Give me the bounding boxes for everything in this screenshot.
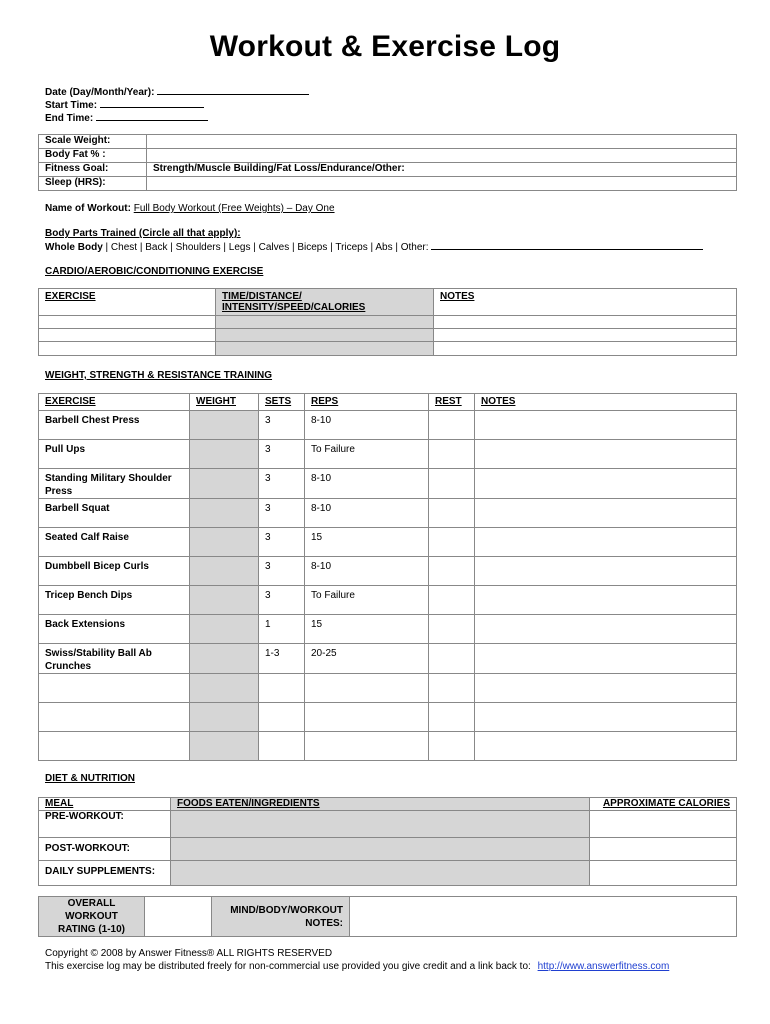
diet-col-foods: FOODS EATEN/INGREDIENTS xyxy=(171,798,590,811)
mind-body-notes-field[interactable] xyxy=(350,897,737,937)
strength-col-rest: REST xyxy=(429,394,475,411)
cardio-col-notes: NOTES xyxy=(434,289,737,316)
license-row xyxy=(45,961,669,972)
notes-cell[interactable] xyxy=(475,557,737,586)
supplements-calories[interactable] xyxy=(590,861,737,886)
rating-line1: OVERALL xyxy=(67,898,116,909)
stats-row xyxy=(39,135,737,149)
body-parts-options[interactable] xyxy=(45,240,703,253)
table-row xyxy=(39,499,737,528)
table-row xyxy=(39,469,737,499)
cardio-time-cell[interactable] xyxy=(216,329,434,342)
page-title: Workout & Exercise Log xyxy=(209,30,561,63)
cardio-col-time-line1: TIME/DISTANCE/ xyxy=(222,291,302,302)
start-time-field[interactable] xyxy=(45,98,204,111)
notes-line1: MIND/BODY/WORKOUT xyxy=(230,904,343,916)
cardio-notes-cell[interactable] xyxy=(434,342,737,356)
cardio-col-time-line2: INTENSITY/SPEED/CALORIES xyxy=(222,302,366,313)
weight-cell[interactable] xyxy=(190,469,259,499)
workout-name-label: Name of Workout: xyxy=(45,203,131,214)
rest-cell[interactable] xyxy=(429,703,475,732)
reps-cell[interactable] xyxy=(305,674,429,703)
rest-cell[interactable] xyxy=(429,674,475,703)
cardio-time-cell[interactable] xyxy=(216,316,434,329)
cardio-exercise-cell[interactable] xyxy=(39,329,216,342)
rest-cell[interactable] xyxy=(429,732,475,761)
weight-cell[interactable] xyxy=(190,644,259,674)
sets-cell[interactable] xyxy=(259,732,305,761)
notes-cell[interactable] xyxy=(475,615,737,644)
rating-table xyxy=(38,896,737,937)
strength-body xyxy=(39,411,737,761)
weight-cell[interactable] xyxy=(190,557,259,586)
notes-cell[interactable] xyxy=(475,732,737,761)
answerfitness-link[interactable]: http://www.answerfitness.com xyxy=(537,961,670,972)
post-workout-foods[interactable] xyxy=(171,838,590,861)
sets-cell[interactable]: 3 xyxy=(259,469,305,499)
exercise-cell[interactable]: Dumbbell Bicep Curls xyxy=(39,557,190,586)
cardio-notes-cell[interactable] xyxy=(434,316,737,329)
weight-cell[interactable] xyxy=(190,703,259,732)
table-row xyxy=(39,703,737,732)
reps-cell[interactable] xyxy=(305,703,429,732)
weight-cell[interactable] xyxy=(190,411,259,440)
cardio-notes-cell[interactable] xyxy=(434,329,737,342)
weight-cell[interactable] xyxy=(190,586,259,615)
cardio-exercise-cell[interactable] xyxy=(39,342,216,356)
weight-cell[interactable] xyxy=(190,732,259,761)
cardio-table xyxy=(38,288,737,356)
cardio-row xyxy=(39,316,737,329)
reps-cell[interactable]: 20-25 xyxy=(305,644,429,674)
reps-cell[interactable]: To Failure xyxy=(305,586,429,615)
cardio-header-row xyxy=(39,289,737,316)
end-time-label: End Time: xyxy=(45,113,94,124)
rest-cell[interactable] xyxy=(429,411,475,440)
rating-line3: RATING (1-10) xyxy=(57,924,126,935)
sets-cell[interactable]: 3 xyxy=(259,499,305,528)
start-time-label: Start Time: xyxy=(45,100,98,111)
cardio-col-time xyxy=(216,289,434,316)
table-row xyxy=(39,586,737,615)
mind-body-notes-label xyxy=(212,897,350,937)
fitness-goal-field[interactable]: Strength/Muscle Building/Fat Loss/Endurance/Other: xyxy=(147,163,737,177)
cardio-heading: CARDIO/AEROBIC/CONDITIONING EXERCISE xyxy=(45,266,264,277)
strength-table xyxy=(38,393,737,761)
rating-line2: WORKOUT xyxy=(65,911,118,922)
overall-rating-label xyxy=(39,897,145,937)
table-row xyxy=(39,411,737,440)
body-parts-label: Body Parts Trained (Circle all that apply): xyxy=(45,228,241,239)
notes-cell[interactable] xyxy=(475,644,737,674)
supplements-foods[interactable] xyxy=(171,861,590,886)
reps-cell[interactable]: 15 xyxy=(305,615,429,644)
copyright-text: Copyright © 2008 by Answer Fitness® ALL RIGHTS RESERVED xyxy=(45,948,333,959)
exercise-cell[interactable] xyxy=(39,703,190,732)
diet-header-row xyxy=(39,798,737,811)
license-text: This exercise log may be distributed freely for non-commercial use provided you give credit and a link back to: xyxy=(45,961,531,972)
cardio-col-exercise: EXERCISE xyxy=(39,289,216,316)
stats-table xyxy=(38,134,737,191)
sets-cell[interactable]: 3 xyxy=(259,528,305,557)
sets-cell[interactable]: 1 xyxy=(259,615,305,644)
diet-row-pre xyxy=(39,811,737,838)
cardio-time-cell[interactable] xyxy=(216,342,434,356)
reps-cell[interactable]: To Failure xyxy=(305,440,429,469)
diet-heading: DIET & NUTRITION xyxy=(45,773,135,784)
strength-col-exercise: EXERCISE xyxy=(39,394,190,411)
post-workout-calories[interactable] xyxy=(590,838,737,861)
table-row xyxy=(39,732,737,761)
notes-cell[interactable] xyxy=(475,440,737,469)
sleep-field[interactable] xyxy=(147,177,737,191)
reps-cell[interactable]: 8-10 xyxy=(305,469,429,499)
rest-cell[interactable] xyxy=(429,440,475,469)
weight-cell[interactable] xyxy=(190,615,259,644)
reps-cell[interactable]: 8-10 xyxy=(305,499,429,528)
table-row xyxy=(39,440,737,469)
overall-rating-field[interactable] xyxy=(145,897,212,937)
exercise-cell[interactable]: Tricep Bench Dips xyxy=(39,586,190,615)
date-field[interactable] xyxy=(45,85,309,98)
notes-cell[interactable] xyxy=(475,411,737,440)
rest-cell[interactable] xyxy=(429,557,475,586)
end-time-field[interactable] xyxy=(45,111,208,124)
pre-workout-label: PRE-WORKOUT: xyxy=(39,811,171,838)
workout-name-value[interactable]: Full Body Workout (Free Weights) – Day One xyxy=(133,203,335,214)
strength-col-notes: NOTES xyxy=(475,394,737,411)
body-fat-label: Body Fat % : xyxy=(39,149,147,163)
exercise-cell[interactable]: Seated Calf Raise xyxy=(39,528,190,557)
sleep-label: Sleep (HRS): xyxy=(39,177,147,191)
stats-row xyxy=(39,149,737,163)
table-row xyxy=(39,557,737,586)
rest-cell[interactable] xyxy=(429,586,475,615)
cardio-row xyxy=(39,329,737,342)
cardio-row xyxy=(39,342,737,356)
rest-cell[interactable] xyxy=(429,644,475,674)
body-part-list[interactable]: | Chest | Back | Shoulders | Legs | Calves | Biceps | Triceps | Abs | Other: xyxy=(102,242,429,253)
reps-cell[interactable]: 15 xyxy=(305,528,429,557)
pre-workout-calories[interactable] xyxy=(590,811,737,838)
cardio-exercise-cell[interactable] xyxy=(39,316,216,329)
strength-header-row xyxy=(39,394,737,411)
exercise-cell[interactable]: Standing Military Shoulder Press xyxy=(39,469,190,499)
reps-cell[interactable]: 8-10 xyxy=(305,557,429,586)
exercise-cell[interactable] xyxy=(39,674,190,703)
date-label: Date (Day/Month/Year): xyxy=(45,87,155,98)
diet-col-calories: APPROXIMATE CALORIES xyxy=(590,798,737,811)
supplements-label: DAILY SUPPLEMENTS: xyxy=(39,861,171,886)
exercise-cell[interactable]: Swiss/Stability Ball Ab Crunches xyxy=(39,644,190,674)
weight-cell[interactable] xyxy=(190,674,259,703)
rating-row xyxy=(39,897,737,937)
post-workout-label: POST-WORKOUT: xyxy=(39,838,171,861)
strength-col-weight: WEIGHT xyxy=(190,394,259,411)
notes-cell[interactable] xyxy=(475,469,737,499)
exercise-cell[interactable]: Barbell Chest Press xyxy=(39,411,190,440)
table-row xyxy=(39,528,737,557)
sets-cell[interactable]: 3 xyxy=(259,411,305,440)
body-part-other-line xyxy=(431,240,703,250)
notes-cell[interactable] xyxy=(475,674,737,703)
diet-col-meal: MEAL xyxy=(39,798,171,811)
reps-cell[interactable] xyxy=(305,732,429,761)
fitness-goal-label: Fitness Goal: xyxy=(39,163,147,177)
stats-row xyxy=(39,177,737,191)
table-row xyxy=(39,644,737,674)
notes-line2: NOTES: xyxy=(305,917,343,929)
rest-cell[interactable] xyxy=(429,499,475,528)
scale-weight-field[interactable] xyxy=(147,135,737,149)
sets-cell[interactable] xyxy=(259,674,305,703)
sets-cell[interactable]: 1-3 xyxy=(259,644,305,674)
rest-cell[interactable] xyxy=(429,528,475,557)
table-row xyxy=(39,615,737,644)
exercise-cell[interactable]: Back Extensions xyxy=(39,615,190,644)
notes-cell[interactable] xyxy=(475,703,737,732)
notes-cell[interactable] xyxy=(475,499,737,528)
exercise-cell[interactable]: Pull Ups xyxy=(39,440,190,469)
sets-cell[interactable]: 3 xyxy=(259,586,305,615)
notes-cell[interactable] xyxy=(475,528,737,557)
weight-cell[interactable] xyxy=(190,499,259,528)
start-time-line xyxy=(100,98,204,108)
diet-row-post xyxy=(39,838,737,861)
reps-cell[interactable]: 8-10 xyxy=(305,411,429,440)
scale-weight-label: Scale Weight: xyxy=(39,135,147,149)
table-row xyxy=(39,674,737,703)
end-time-line xyxy=(96,111,208,121)
body-part-whole-body[interactable]: Whole Body xyxy=(45,242,103,253)
diet-row-supplements xyxy=(39,861,737,886)
workout-name-row xyxy=(45,203,335,214)
rest-cell[interactable] xyxy=(429,615,475,644)
strength-heading: WEIGHT, STRENGTH & RESISTANCE TRAINING xyxy=(45,370,273,381)
date-line xyxy=(157,85,309,95)
pre-workout-foods[interactable] xyxy=(171,811,590,838)
weight-cell[interactable] xyxy=(190,528,259,557)
sets-cell[interactable]: 3 xyxy=(259,557,305,586)
diet-table xyxy=(38,797,737,886)
sets-cell[interactable]: 3 xyxy=(259,440,305,469)
exercise-cell[interactable] xyxy=(39,732,190,761)
rest-cell[interactable] xyxy=(429,469,475,499)
body-fat-field[interactable] xyxy=(147,149,737,163)
strength-col-reps: REPS xyxy=(305,394,429,411)
weight-cell[interactable] xyxy=(190,440,259,469)
exercise-cell[interactable]: Barbell Squat xyxy=(39,499,190,528)
sets-cell[interactable] xyxy=(259,703,305,732)
stats-row xyxy=(39,163,737,177)
notes-cell[interactable] xyxy=(475,586,737,615)
strength-col-sets: SETS xyxy=(259,394,305,411)
